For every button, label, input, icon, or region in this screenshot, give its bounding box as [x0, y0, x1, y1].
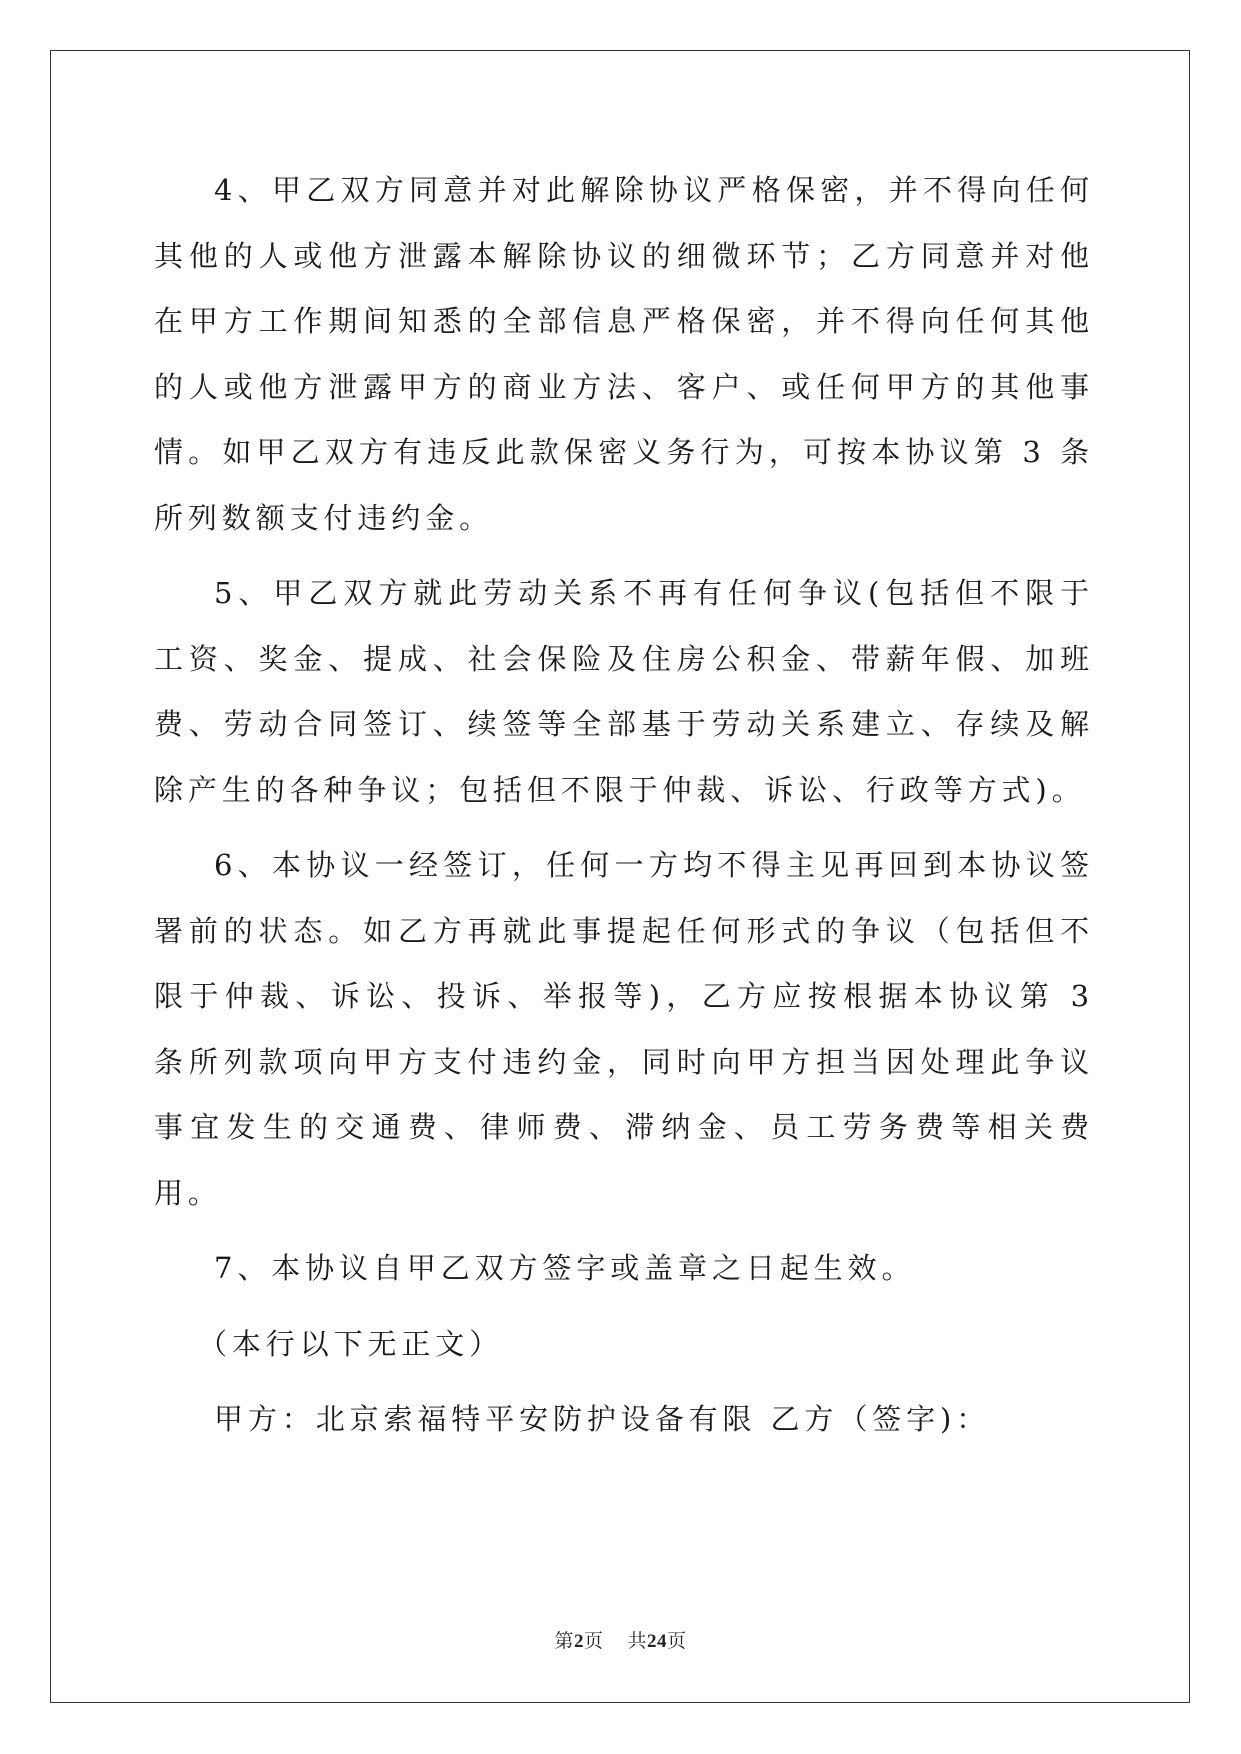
total-page-count: 24 — [647, 1631, 668, 1652]
page-footer — [0, 1626, 1241, 1653]
current-page-number: 2 — [573, 1631, 584, 1652]
document-body — [154, 158, 1094, 1453]
page-suffix: 页 — [583, 1631, 604, 1652]
clause-4: 4、甲乙双方同意并对此解除协议严格保密，并不得向任何其他的人或他方泄露本解除协议的细微环节；乙方同意并对他在甲方工作期间知悉的全部信息严格保密，并不得向任何其他的人或他方泄露甲方的商业方法、客户、或任何甲方的其他事情。如甲乙双方有违反此款保密义务行为，可按本协议第 3 条所列数额支付违约金。 — [154, 173, 1094, 535]
signature-line: 甲方：北京索福特平安防护设备有限 乙方（签字)： — [214, 1402, 991, 1436]
total-suffix: 页 — [667, 1631, 687, 1652]
clause-7: 7、本协议自甲乙双方签字或盖章之日起生效。 — [214, 1251, 916, 1285]
clause-5: 5、甲乙双方就此劳动关系不再有任何争议(包括但不限于工资、奖金、提成、社会保险及住房公积金、带薪年假、加班费、劳动合同签订、续签等全部基于劳动关系建立、存续及解除产生的各种争议；包括但不限于仲裁、诉讼、行政等方式)。 — [154, 576, 1094, 807]
total-prefix: 共 — [627, 1631, 648, 1652]
page-prefix: 第 — [554, 1631, 574, 1652]
no-text-below-note: （本行以下无正文） — [198, 1326, 504, 1361]
clause-6: 6、本协议一经签订，任何一方均不得主见再回到本协议签署前的状态。如乙方再就此事提起任何形式的争议（包括但不限于仲裁、诉讼、投诉、举报等)，乙方应按根据本协议第 3 条所列款项向甲方支付违约金，同时向甲方担当因处理此争议事宜发生的交通费、律师费、滞纳金、员工劳务费等相关费用。 — [154, 848, 1094, 1210]
